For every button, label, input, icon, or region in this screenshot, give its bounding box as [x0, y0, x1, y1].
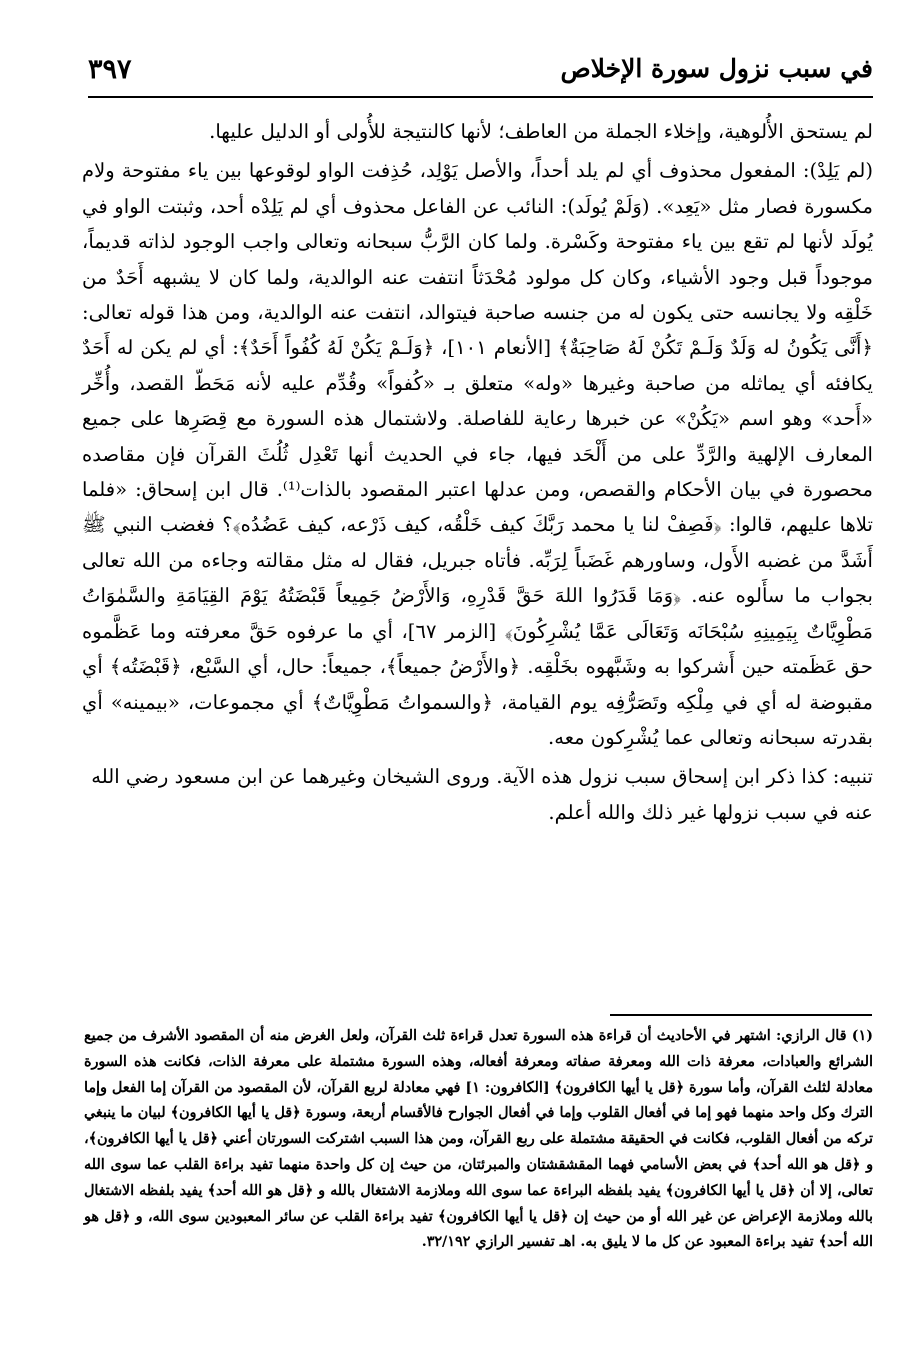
- paragraph: (لم يَلِدْ): المفعول محذوف أي لم يلد أحداً، والأصل يَوْلِد، حُذِفت الواو لوقوعها بين ياء مفتوحة ولام مكسورة فصار مثل «يَعِد». (وَلَمْ يُولَد): النائب عن الفاعل محذوف أي لم يَلِدْه أحد، وثبتت الواو في يُولَد لأنها لم تقع بين ياء مفتوحة وكَسْرة. ولما كان الرَّبُّ سبحانه وتعالى واجب الوجود لذاته قديماً، موجوداً قبل وجود الأشياء، وكان كل مولود مُحْدَثاً انتفت عنه الوالدية، ولما كان لا يشبهه أَحَدٌ من خَلْقِه ولا يجانسه حتى يكون له من جنسه صاحبة فيتوالد، انتفت عنه الوالدية، ومن هذا قوله تعالى: ﴿أَنَّى يَكُونُ له وَلَدٌ وَلَـمْ تَكُنْ لَهُ صَاحِبَةٌ﴾ [الأنعام ١٠١]، ﴿وَلَـمْ يَكُنْ لَهُ كُفُواً أَحَدٌ﴾: أي لم يكن له أَحَدٌ يكافئه أي يماثله من صاحبة وغيرها «وله» متعلق بـ «كُفواً» وقُدِّم عليه لأنه مَحَطّ القصد، وأُخِّر «أَحد» وهو اسم «يَكُنْ» عن خبرها رعاية للفاصلة. ولاشتمال هذه السورة مع قِصَرِها على جميع المعارف الإلهية والرَّدِّ على من أَلْحَد فيها، جاء في الحديث أنها تَعْدِل ثُلُثَ القرآن فإن مقاصده محصورة في بيان الأحكام والقصص، ومن عدلها اعتبر المقصود بالذات⁽¹⁾. قال ابن إسحاق: «فلما تلاها عليهم، قالوا: ﴿فَصِفْ لنا يا محمد رَبَّكَ كيف خَلْقُه، كيف ذَرْعه، كيف عَضُدُه﴾؟ فغضب النبي ﷺ أَشَدَّ من غضبه الأَول، وساورهم غَضَباً لِرَبِّه. فأتاه جبريل، فقال له مثل مقالته وجاءه من الله تعالى بجواب ما سأَلوه عنه. ﴿وَمَا قَدَرُوا اللهَ حَقَّ قَدْرِهِ، وَالأَرْضُ جَمِيعاً قَبْضَتُهُ يَوْمَ القِيَامَةِ والسَّمٰوَاتُ مَطْوِيَّاتٌ بِيَمِينِهِ سُبْحَانَه وَتَعَالَى عَمَّا يُشْرِكُونَ﴾ [الزمر ٦٧]، أي ما عرفوه حَقَّ معرفته وما عَظَّموه حق عَظَمته حين أَشركوا به وشَبَّهوه بخَلْقِه. ﴿والأَرْضُ جميعاً﴾، جميعاً: حال، أي السَّبْع، ﴿قَبْضَتُه﴾ أي مقبوضة له أي في مِلْكِه وتَصَرُّفِه يوم القيامة، ﴿والسمواتُ مَطْوِيَّاتٌ﴾ أي مجموعات، «بيمينه» أي بقدرته سبحانه وتعالى عما يُشْرِكون معه.: [82, 159, 874, 749]
- chapter-title: في سبب نزول سورة الإخلاص: [560, 54, 873, 83]
- footnotes: [84, 1024, 873, 1256]
- paragraph: تنبيه: كذا ذكر ابن إسحاق سبب نزول هذه الآية. وروى الشيخان وغيرهما عن ابن مسعود رضي الله عنه في سبب نزولها غير ذلك والله أعلم.: [91, 765, 873, 824]
- running-header: [88, 52, 873, 98]
- footnote-divider: [610, 1014, 872, 1016]
- page-number: ٣٩٧: [88, 54, 132, 85]
- paragraph: لم يستحق الأُلوهية، وإخلاء الجملة من العاطف؛ لأنها كالنتيجة للأُولى أو الدليل عليها.: [209, 120, 873, 143]
- footnote: (١) قال الرازي: اشتهر في الأحاديث أن قراءة هذه السورة تعدل قراءة ثلث القرآن، ولعل الغرض منه أن المقصود الأشرف من جميع الشرائع والعبادات، معرفة ذات الله ومعرفة صفاته ومعرفة أفعاله، وهذه السورة مشتملة على معرفة الذات، فكانت هذه السورة معادلة لثلث القرآن، وأما سورة ﴿قل يا أيها الكافرون﴾ [الكافرون: ١] فهي معادلة لربع القرآن، لأن المقصود من القرآن إما الفعل وإما الترك وكل واحد منهما فهو إما في أفعال القلوب وإما في أفعال الجوارح فالأقسام أربعة، وسورة ﴿قل يا أيها الكافرون﴾ لبيان ما ينبغي تركه من أفعال القلوب، فكانت في الحقيقة مشتملة على ربع القرآن، ومن هذا السبب اشتركت السورتان أعني ﴿قل يا أيها الكافرون﴾، و ﴿قل هو الله أحد﴾ في بعض الأسامي فهما المقشقشتان والمبرئتان، من حيث إن كل واحدة منهما تفيد براءة القلب عما سوى الله تعالى، إلا أن ﴿قل يا أيها الكافرون﴾ يفيد بلفظه البراءة عما سوى الله وملازمة الاشتغال بالله و ﴿قل هو الله أحد﴾ يفيد بلفظه الاشتغال بالله وملازمة الإعراض عن غير الله أو من حيث إن ﴿قل يا أيها الكافرون﴾ تفيد براءة القلب عن سائر المعبودين سوى الله، و ﴿قل هو الله أحد﴾ تفيد براءة المعبود عن كل ما لا يليق به. اهـ تفسير الرازي ٣٢/١٩٢.: [84, 1028, 873, 1251]
- main-text: [82, 114, 873, 830]
